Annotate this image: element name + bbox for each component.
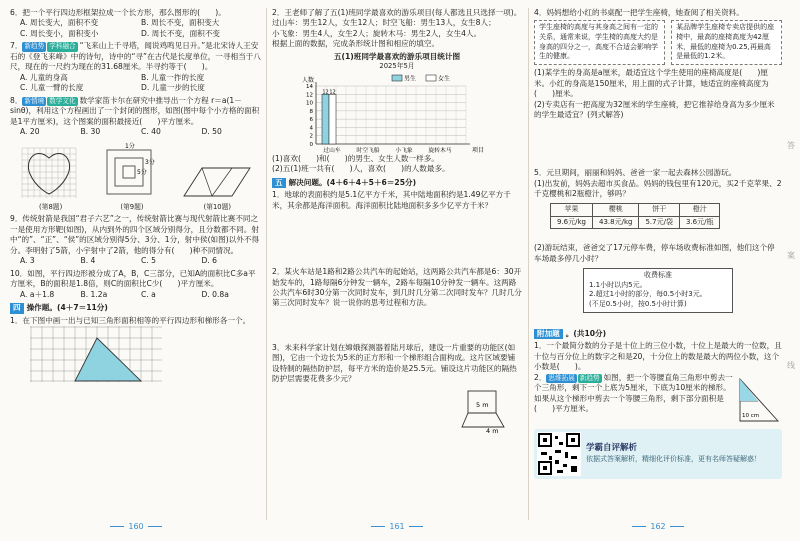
bar-女生-过山车 xyxy=(329,94,336,144)
parallelogram-figure xyxy=(182,160,252,200)
price-biscuit: 5.7元/袋 xyxy=(639,216,680,229)
y-tick-label: 4 xyxy=(309,125,313,132)
extra-header xyxy=(534,329,782,339)
q7-num: 7． xyxy=(10,41,23,51)
q2-prompt: 根据上面的数据，完成条形统计图和相应的填空。 xyxy=(272,39,440,49)
bar-chart xyxy=(272,72,522,154)
bar-男生-过山车 xyxy=(322,94,329,144)
figures-row xyxy=(10,140,262,213)
q10-stem: 10．如图，平行四边形被分成了A，B，C三部分，已知A的面积比C多a平方厘米，B的面积是1.8倍，则C的面积比C少( )平方厘米。 xyxy=(10,268,256,289)
problem-1: 1．地球的表面积约是5.1亿平方千米，其中陆地面积约是1.49亿平方千米，其余都是海洋面积。海洋面积比陆地面积多多少亿平方千米？ xyxy=(272,190,511,210)
q7-option-c: C. 儿童一臂的长度 xyxy=(20,83,84,93)
q5-sub-2: (2)游玩结束，爸爸交了17元停车费，停车场收费标准如图，他们这个停车场最多停几小时？ xyxy=(534,243,775,263)
q9-option-a: A. 3 xyxy=(20,256,35,266)
extra-badge: 附加题 xyxy=(534,329,563,339)
q4-stem: 4．妈妈想给小红的书桌配一把学生座椅，她查阅了相关资料。 xyxy=(534,8,744,17)
y-tick-label: 0 xyxy=(309,141,313,148)
page-middle xyxy=(272,8,522,520)
y-tick-label: 8 xyxy=(309,108,313,115)
new-trend-tag: 新趋势 xyxy=(24,42,45,51)
extra-title: 。(共10分) xyxy=(565,328,607,338)
new-context-tag: 新情境 xyxy=(24,96,45,105)
page-number-middle: 161 xyxy=(367,521,427,532)
page-number-right: 162 xyxy=(628,521,688,532)
q4-sub-1: (1)某学生的身高是a厘米，最适宜这个学生使用的座椅高度是( )厘米。小红的身高是150厘米，用上面的式子计算，她适宜的座椅高度为( )厘米。 xyxy=(534,68,769,99)
q2-data-1: 过山车：男生12人，女生12人；时空飞船：男生13人，女生8人； xyxy=(272,18,496,28)
q8-stem: 数学家笛卡尔在研究中推导出一个方程 r＝a(1－sinθ)，利用这个方程画出了一个封闭的图形，如图(图中每个小方格的面积是1平方厘米)，这个图案的面积最接近( )平方厘米。 xyxy=(10,95,260,126)
info-boxes xyxy=(534,20,782,65)
figure-10-caption: (第10题) xyxy=(203,203,232,212)
extra-q1: 1．一个最简分数的分子是十位上的三位小数，十位上是最大的一位数，且十位与百分位上的数字之和是20，十分位上的数是最大的两位小数，这个小数是( )。 xyxy=(534,341,782,372)
fee-title: 收费标准 xyxy=(644,271,672,280)
side-mark-1: 答 xyxy=(787,141,795,150)
q9-stem: 9．传统射箭是我国“君子六艺”之一，传统射箭比赛与现代射箭比赛不同之一是使用方形靶(如图)，从内到外的四个区域分别得分，且分数都不同。射中“的”、“正”、“侯”的区域分别得5分、3分、1分，射中侯(如图)以外不得分。李明射了5箭，小宇射中了2箭，他的得分有( )种不同情况。 xyxy=(10,214,260,255)
q8-num: 8． xyxy=(10,95,23,105)
q2-sub-1: (1)喜欢( )和( )的男生、女生人数一样多。 xyxy=(272,153,439,163)
data-label: 12 xyxy=(329,89,336,96)
q8-option-b: B. 30 xyxy=(80,127,101,137)
q10-option-d: D. 0.8a xyxy=(201,289,229,299)
y-tick-label: 10 xyxy=(306,100,313,107)
q2-sub-2: (2)五(1)班一共有( )人，喜欢( )的人数最多。 xyxy=(272,164,450,174)
y-tick-label: 14 xyxy=(306,83,313,90)
q7-stem: “飞来山上千寻塔，闻说鸡鸣见日升。”是北宋诗人王安石的《登飞来峰》中的诗句，诗中的“寻”在古代是长度单位，一寻相当于八尺，现在的一尺约为现在的31.68厘米。半寻约等于( )。 xyxy=(10,41,261,72)
x-tick-label: 过山车 xyxy=(323,147,341,154)
q5-sub-1: (1)出发前，妈妈去超市买食品。妈妈的钱包里有120元，买2千克苹果、2千克樱桃和2瓶橙汁，够吗？ xyxy=(534,178,782,199)
info-box-1: 学生座椅的高度与其身高之间有一定的关系，通常来说，学生椅的高度大约是身高的四分之一，高度不合适会影响学生的健康。 xyxy=(534,20,665,65)
section-4-title: 操作题。(4＋7＝11分) xyxy=(26,303,108,313)
math-culture-tag: 数学文化 xyxy=(49,96,76,105)
fee-rule-1: 1.1小时以内5元。 xyxy=(589,280,647,289)
cardioid-grid-figure xyxy=(20,146,82,200)
thinking-tag: 思维拓展 xyxy=(548,373,575,382)
subject-tag: 学科融合 xyxy=(49,42,76,51)
q7-option-a: A. 儿童的身高 xyxy=(20,72,68,82)
section-5-header xyxy=(272,178,522,188)
question-7 xyxy=(10,41,262,93)
price-header-apple: 苹果 xyxy=(551,203,593,216)
page-divider-1 xyxy=(266,8,267,520)
price-header-biscuit: 饼干 xyxy=(639,203,680,216)
page-divider-2 xyxy=(528,8,529,520)
y-tick-label: 12 xyxy=(306,92,313,99)
extra-q2-stem: 如图，把一个等腰直角三角形中剪去一个三角形，剩下一个上底为5厘米，下底为10厘米的梯形。如果从这个梯形中剪去一个等腰三角形，剩下部分面积是( )平方厘米。 xyxy=(534,372,733,413)
figure-10 xyxy=(182,160,252,213)
section-5-title: 解决问题。(4＋6＋4＋5＋6＝25分) xyxy=(288,177,417,187)
x-axis-label: 项目 xyxy=(472,146,485,154)
question-6 xyxy=(10,8,262,39)
label-5m: 5 m xyxy=(476,400,489,409)
qr-code-icon[interactable] xyxy=(537,432,581,476)
side-mark-2: 案 xyxy=(787,251,795,260)
legend-label: 女生 xyxy=(438,75,451,83)
q9-option-c: C. 5 xyxy=(141,256,156,266)
figure-9-score-3: 3分 xyxy=(144,158,155,166)
trapezoid-triangle-figure xyxy=(736,373,782,425)
price-juice: 3.6元/瓶 xyxy=(679,216,720,229)
legend-label: 男生 xyxy=(404,75,417,83)
y-axis-label: 人数 xyxy=(302,76,315,84)
figure-9-caption: (第9题) xyxy=(120,203,144,212)
question-8 xyxy=(10,96,262,138)
x-tick-label: 小飞象 xyxy=(395,147,413,154)
function-area-figure xyxy=(272,385,522,433)
y-tick-label: 2 xyxy=(309,133,313,140)
figure-8 xyxy=(20,146,82,213)
section-5-badge: 五 xyxy=(272,178,286,188)
q9-option-b: B. 4 xyxy=(80,256,96,266)
self-check-desc: 依据式答案解析，精细化评价标准，更有名师答疑解惑！ xyxy=(586,454,761,463)
figure-9 xyxy=(101,140,163,213)
q2-stem: 2．王老师了解了五(1)班同学最喜欢的游乐项目(每人都选且只选择一项)。 xyxy=(272,8,522,17)
q7-option-d: D. 儿童一步的长度 xyxy=(141,83,205,93)
label-4m: 4 m xyxy=(486,426,499,433)
q8-option-a: A. 20 xyxy=(20,127,40,137)
question-9 xyxy=(10,214,262,266)
figure-9-score-5: 5分 xyxy=(136,168,147,176)
section-4-badge: 四 xyxy=(10,303,24,313)
legend-swatch-男生 xyxy=(392,75,402,81)
x-tick-label: 时空飞船 xyxy=(356,147,380,154)
price-table xyxy=(550,203,720,229)
q6-option-a: A. 周长变大，面积不变 xyxy=(20,18,99,28)
price-apple: 9.6元/kg xyxy=(551,216,593,229)
q6-option-d: D. 周长不变，面积不变 xyxy=(141,28,221,38)
extra-q2 xyxy=(534,373,782,425)
info-box-2: 某品牌学生座椅专卖店提供的座椅中，最高的座椅高度为42厘米，最低的座椅为0.25,再最高是最低的1.2米。 xyxy=(671,20,782,65)
chart-subtitle: 2025年5月 xyxy=(379,62,415,71)
q9-option-d: D. 6 xyxy=(201,256,218,266)
fee-standard-box xyxy=(583,268,733,313)
chart-title: 五(1)班同学最喜欢的游乐项目统计图 xyxy=(333,51,461,61)
q8-option-c: C. 40 xyxy=(141,127,161,137)
page-number-left: 160 xyxy=(106,521,166,532)
fee-rule-3: (不足0.5小时，按0.5小时计算) xyxy=(589,300,687,309)
side-mark-3: 线 xyxy=(787,361,795,370)
q10-option-a: A. a＋1.8 xyxy=(20,289,55,299)
problem-2: 2．某火车站是1路和2路公共汽车的起始站，这两路公共汽车都是6：30开始发车的，1路每隔6分钟发一辆车，2路车每隔10分钟发一辆车。这两路公共汽车6时30分第一次同时发车，到几时几分第二次同时发车？几时几分第三次同时发车？说一说你的思考过程和方法。 xyxy=(272,267,522,308)
question-10 xyxy=(10,269,262,300)
q10-option-c: C. a xyxy=(141,289,156,299)
figure-9-score-1: 1分 xyxy=(124,142,135,150)
q6-stem: 6．把一个平行四边形框架拉成一个长方形，那么图形的( )。 xyxy=(10,8,226,17)
page-right xyxy=(534,8,782,520)
figure-8-caption: (第8题) xyxy=(39,203,63,212)
drawing-grid xyxy=(30,326,262,382)
operation-q1-stem: 1．在下图中画一出与已知三角形面积相等的平行四边形和梯形各一个。 xyxy=(10,315,251,325)
extra-q2-num: 2． xyxy=(534,372,547,382)
page-left xyxy=(10,8,262,520)
y-tick-label: 6 xyxy=(309,116,313,123)
x-tick-label: 旋转木马 xyxy=(428,147,452,154)
fee-rule-2: 2.超过1小时的部分，每0.5小时3元。 xyxy=(589,290,707,299)
price-cherry: 43.8元/kg xyxy=(593,216,639,229)
q6-option-c: C. 周长变小，面积变小 xyxy=(20,28,99,38)
q2-data-2: 小飞象：男生4人，女生2人；旋转木马：男生2人，女生4人。 xyxy=(272,28,482,38)
legend-swatch-女生 xyxy=(426,75,436,81)
problem-3: 3．未来科学家计划在嫦娥探测器着陆月球后，建设一片重要的功能区(如图)，它由一个边长为5米的正方形和一个梯形组合面构成。这片区域要铺设特制的隔热防护层，每平方米的造价是25.5元。铺设这片功能区的隔热防护层需要花费多少元？ xyxy=(272,342,517,384)
q8-option-d: D. 50 xyxy=(201,127,222,137)
square-target-figure xyxy=(101,140,163,200)
self-check-title: 学霸自评解析 xyxy=(586,442,638,453)
price-header-cherry: 樱桃 xyxy=(593,203,639,216)
section-4-header xyxy=(10,303,262,313)
q7-option-b: B. 儿童一拃的长度 xyxy=(141,72,205,82)
q4-sub-2: (2)专卖店有一把高度为32厘米的学生座椅，把它推荐给身高为多少厘米的学生最适宜？(列式解答) xyxy=(534,99,775,119)
self-check-panel xyxy=(534,429,782,479)
q10-option-b: B. 1.2a xyxy=(80,289,108,299)
price-header-juice: 橙汁 xyxy=(679,203,720,216)
label-10cm: 10 cm xyxy=(742,412,760,419)
q6-option-b: B. 周长不变，面积变大 xyxy=(141,18,220,28)
q5-stem: 5．元旦期间，丽丽和妈妈、爸爸一家一起去森林公园游玩。 xyxy=(534,168,737,178)
data-label: 12 xyxy=(322,89,329,96)
extra-trend-tag: 新趋势 xyxy=(579,373,600,382)
